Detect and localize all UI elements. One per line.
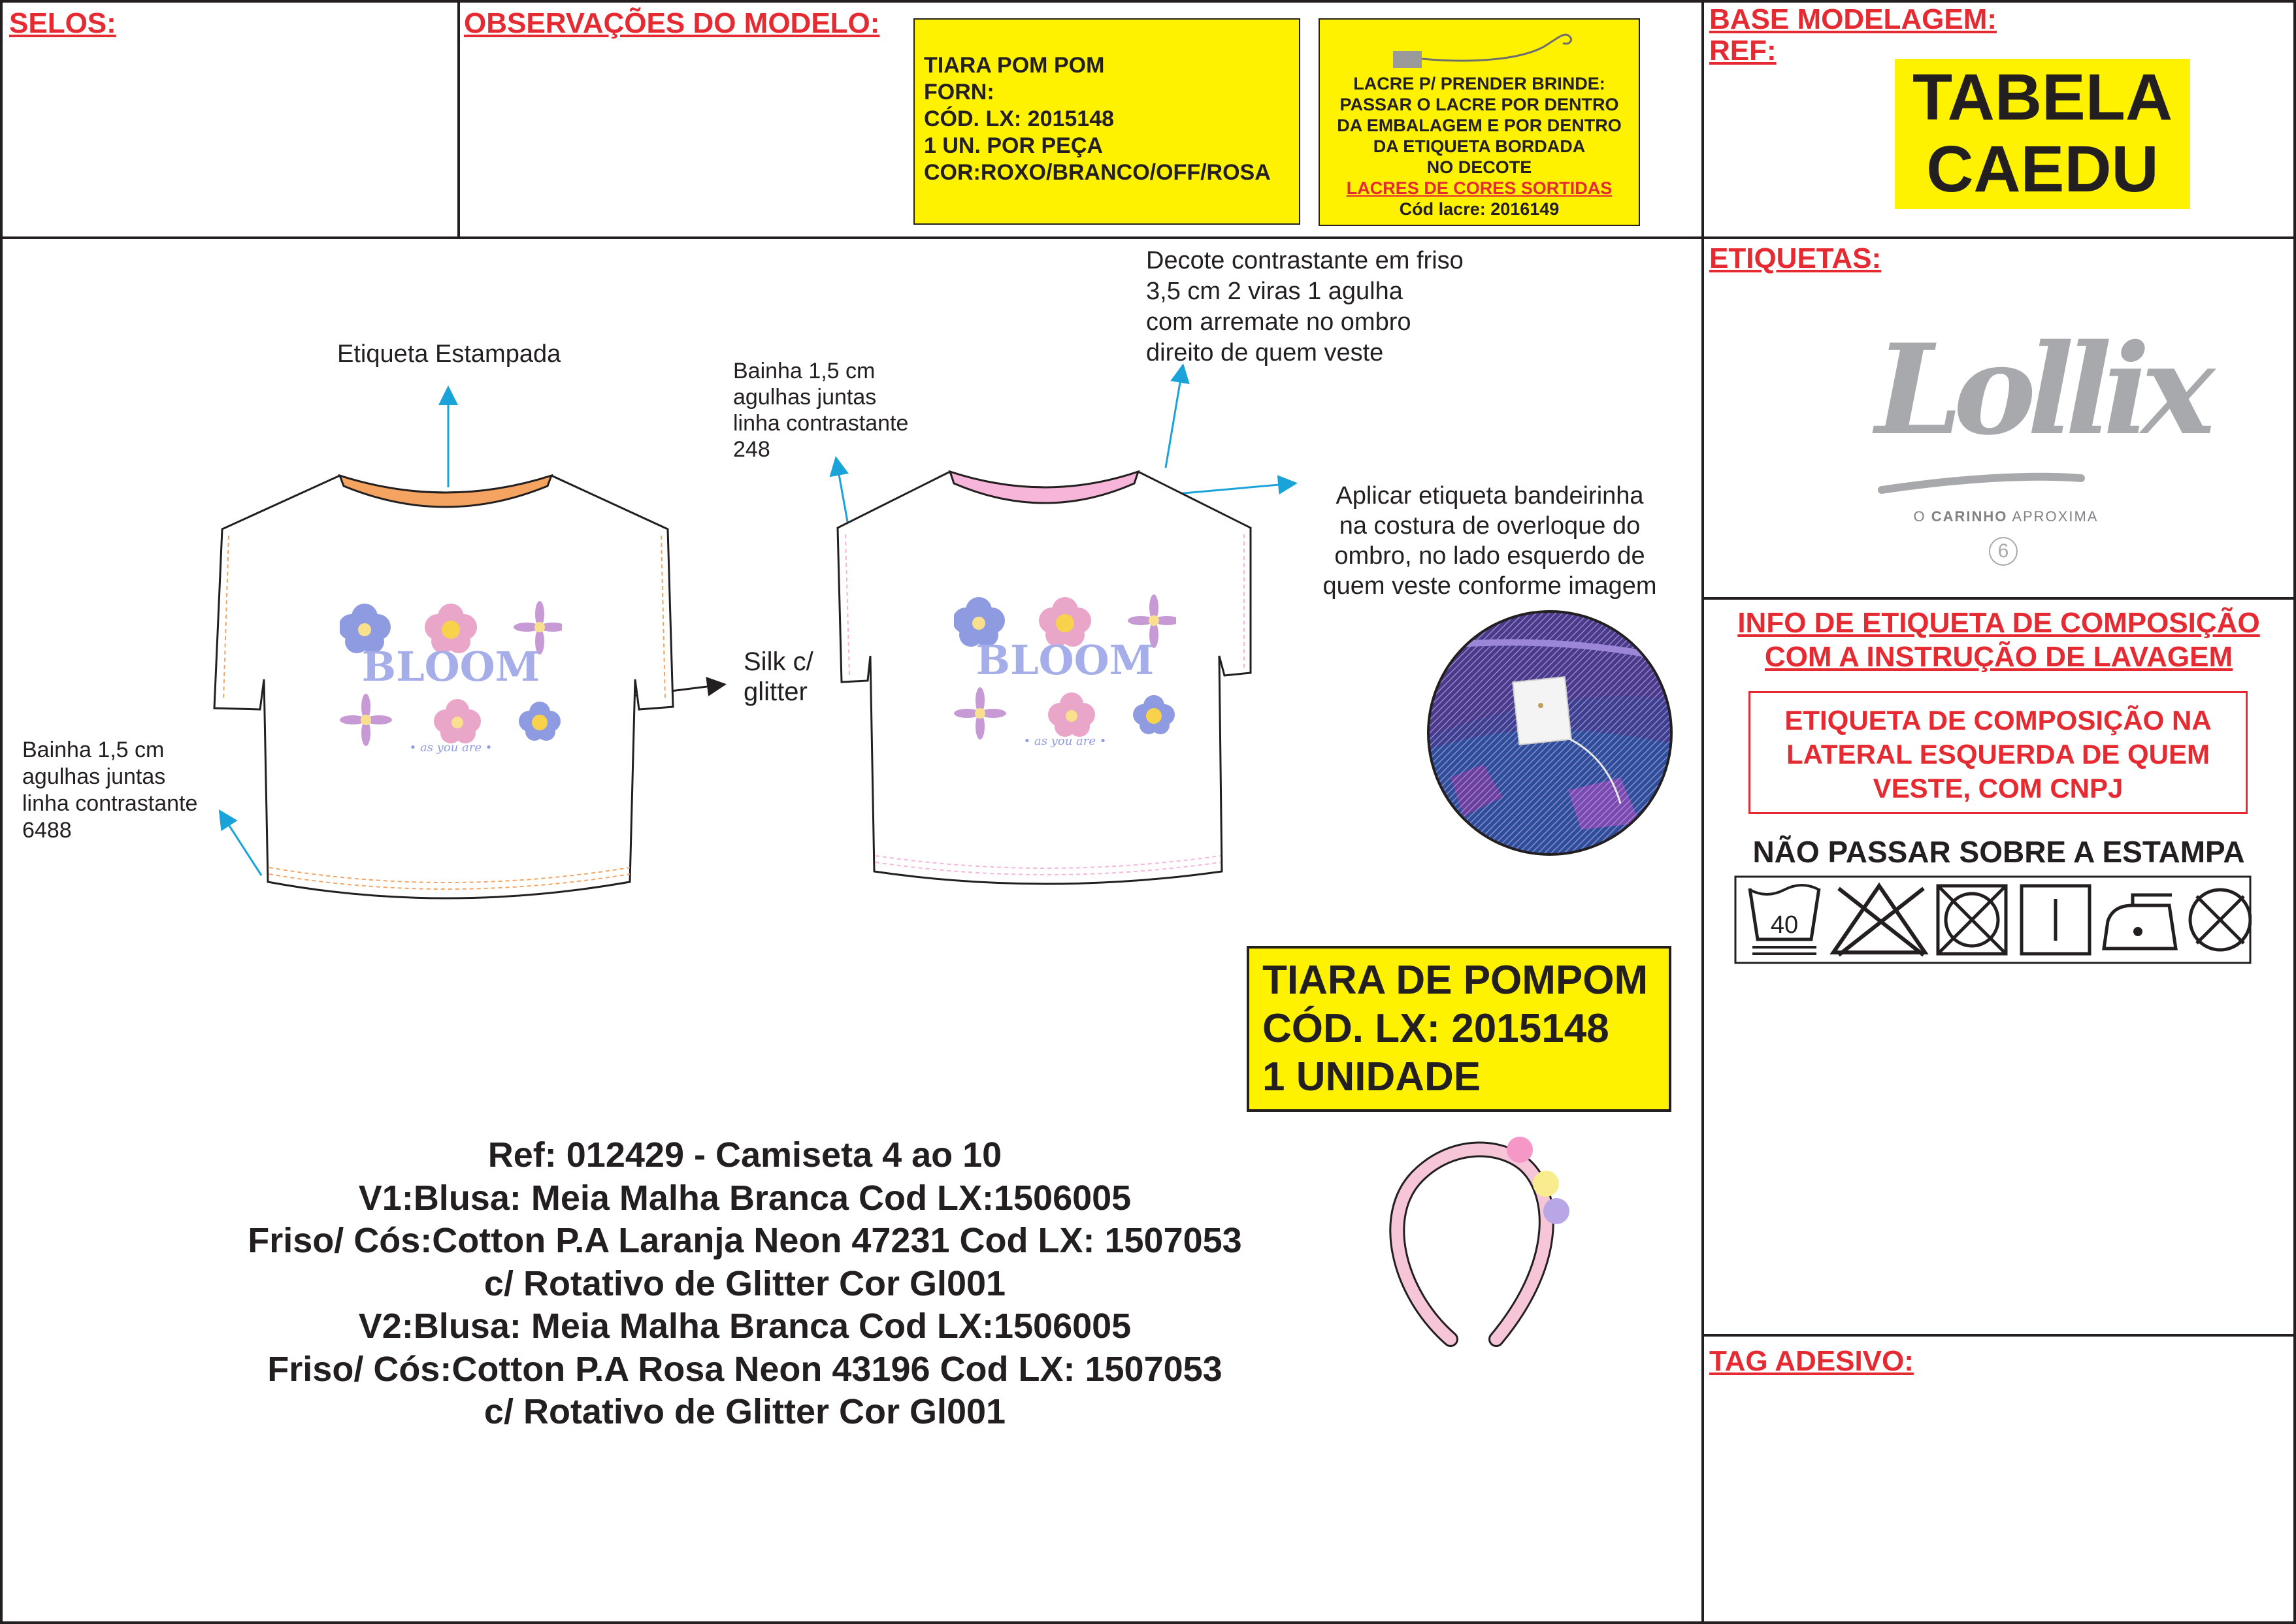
care-symbols (1734, 875, 2252, 964)
spec-line: Friso/ Cós:Cotton P.A Rosa Neon 43196 Cod LX: 1507053 (267, 1349, 1222, 1389)
aplicar-line: quem veste conforme imagem (1322, 572, 1657, 600)
headband-drawing (1372, 1130, 1588, 1352)
bainha-v2-line: 248 (733, 437, 770, 462)
spec-line: Friso/ Cós:Cotton P.A Laranja Neon 47231 Cod LX: 1507053 (248, 1221, 1242, 1260)
bainha-v1-note (22, 737, 197, 844)
lacre-line: PASSAR O LACRE POR DENTRO (1339, 95, 1619, 114)
lacre-line: DA EMBALAGEM E POR DENTRO (1337, 116, 1622, 135)
tiara-info-line: 1 UN. POR PEÇA (924, 133, 1103, 158)
decote-note (1146, 246, 1464, 368)
lacre-code-line: Cód lacre: 2016149 (1399, 199, 1560, 219)
decote-line: com arremate no ombro (1146, 308, 1411, 336)
spec-line: V1:Blusa: Meia Malha Branca Cod LX:1506005 (358, 1178, 1132, 1218)
print-v1 (340, 594, 562, 764)
etiquetas-label: ETIQUETAS: (1709, 242, 1882, 274)
tabela-line: TABELA (1912, 61, 2173, 134)
bainha-v2-line: agulhas juntas (733, 385, 877, 410)
bainha-v2-line: linha contrastante (733, 411, 909, 436)
lacre-line: NO DECOTE (1426, 157, 1532, 177)
silk-line: glitter (744, 677, 808, 706)
observacoes-label: OBSERVAÇÕES DO MODELO: (464, 7, 880, 39)
composicao-line: LATERAL ESQUERDA DE QUEM (1786, 739, 2210, 770)
tiara-info-line: CÓD. LX: 2015148 (924, 106, 1115, 131)
aplicar-line: na costura de overloque do (1339, 512, 1641, 540)
print-subtitle: • as you are • (409, 741, 493, 755)
silk-line: Silk c/ (744, 647, 813, 676)
tiara-pompom-line: 1 UNIDADE (1262, 1054, 1481, 1099)
tiara-info-line: TIARA POM POM (924, 53, 1105, 78)
brand-tagline (1869, 508, 2143, 525)
tag-adesivo-label: TAG ADESIVO: (1709, 1345, 1914, 1377)
tagline-post: APROXIMA (2007, 508, 2099, 525)
tabela-caedu-box (1895, 59, 2190, 209)
tiara-info-line: FORN: (924, 80, 994, 105)
tiara-pompom-line: CÓD. LX: 2015148 (1262, 1006, 1609, 1051)
lacre-line: LACRE P/ PRENDER BRINDE: (1353, 74, 1605, 93)
bainha-v1-line: Bainha 1,5 cm (22, 738, 165, 762)
bainha-v2-line: Bainha 1,5 cm (733, 359, 876, 383)
bainha-v1-line: agulhas juntas (22, 764, 166, 789)
bainha-v1-line: linha contrastante (22, 791, 198, 816)
decote-line: direito de quem veste (1146, 339, 1384, 366)
selos-label: SELOS: (9, 7, 116, 39)
tiara-pompom-line: TIARA DE POMPOM (1262, 958, 1648, 1003)
composicao-box (1748, 691, 2248, 814)
spec-line: c/ Rotativo de Glitter Cor Gl001 (484, 1392, 1006, 1431)
spec-line: Ref: 012429 - Camiseta 4 ao 10 (487, 1135, 1002, 1175)
lollix-wordmark: Lollix (1875, 317, 2206, 463)
spec-line: c/ Rotativo de Glitter Cor Gl001 (484, 1263, 1006, 1303)
lacre-line: DA ETIQUETA BORDADA (1373, 137, 1586, 156)
etiqueta-estampada-note: Etiqueta Estampada (337, 340, 561, 368)
print-subtitle: • as you are • (1023, 734, 1107, 748)
ref-label: REF: (1709, 35, 1777, 67)
silk-glitter-note (744, 647, 813, 707)
spec-block (118, 1134, 1372, 1434)
spec-line: V2:Blusa: Meia Malha Branca Cod LX:1506005 (358, 1307, 1132, 1346)
composicao-line: ETIQUETA DE COMPOSIÇÃO NA (1784, 705, 2212, 736)
tiara-info-line: COR:ROXO/BRANCO/OFF/ROSA (924, 160, 1271, 185)
bainha-v2-note (733, 358, 908, 463)
wash-temp-text: 40 (1770, 911, 1799, 939)
tagline-bold: CARINHO (1931, 508, 2008, 525)
tagline-pre: O (1913, 508, 1931, 525)
aplicar-line: Aplicar etiqueta bandeirinha (1336, 482, 1644, 510)
info-composicao-heading (1703, 606, 2295, 674)
composicao-line: VESTE, COM CNPJ (1873, 773, 2124, 804)
lollix-logo (1869, 307, 2206, 503)
lacre-sortidas-line: LACRES DE CORES SORTIDAS (1346, 178, 1613, 198)
bloom-print-text: BLOOM (976, 636, 1155, 684)
label-placement-photo (1424, 608, 1675, 858)
caedu-line: CAEDU (1926, 133, 2159, 206)
aplicar-etiqueta-note (1300, 481, 1679, 601)
decote-line: 3,5 cm 2 viras 1 agulha (1146, 278, 1403, 305)
decote-line: Decote contrastante em friso (1146, 247, 1464, 274)
info-heading-line: COM A INSTRUÇÃO DE LAVAGEM (1764, 641, 2233, 673)
aplicar-line: ombro, no lado esquerdo de (1334, 542, 1645, 570)
info-heading-line: INFO DE ETIQUETA DE COMPOSIÇÃO (1737, 607, 2260, 639)
base-modelagem-label: BASE MODELAGEM: (1709, 3, 1997, 35)
bainha-v1-line: 6488 (22, 818, 72, 843)
print-v2 (954, 588, 1176, 758)
brand-size-badge: 6 (1989, 537, 2018, 566)
bloom-print-text: BLOOM (361, 643, 540, 690)
tiara-de-pompom-box (1247, 946, 1671, 1112)
nao-passar-label: NÃO PASSAR SOBRE A ESTAMPA (1752, 835, 2245, 869)
